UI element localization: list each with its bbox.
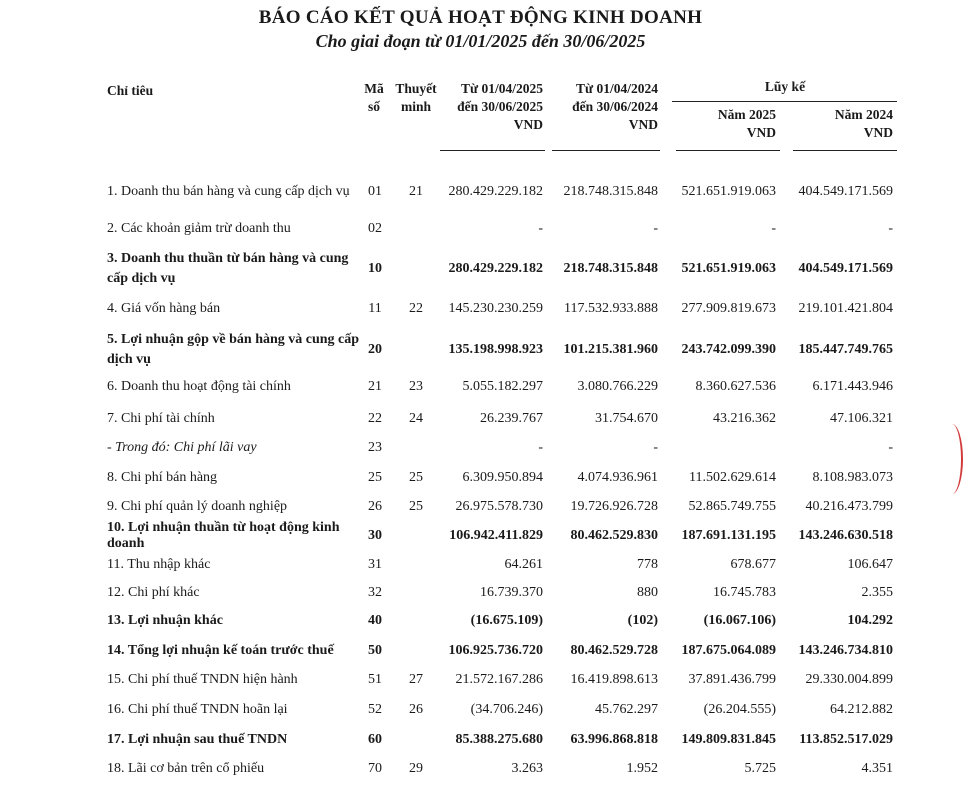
row-value-q2024: 45.762.297 xyxy=(595,702,658,717)
row-value-q2025: - xyxy=(538,221,543,236)
header-y2025-label: Năm 2025 xyxy=(717,107,776,122)
row-value-y2025: - xyxy=(771,221,776,236)
row-value-y2025: 187.675.064.089 xyxy=(681,643,776,658)
row-label: 11. Thu nhập khác xyxy=(107,557,211,572)
row-value-y2025: 5.725 xyxy=(744,761,776,776)
row-code: 25 xyxy=(368,470,382,485)
row-value-q2024: 880 xyxy=(637,585,658,600)
row-value-q2025: 6.309.950.894 xyxy=(462,470,543,485)
header-y2024-label: Năm 2024 xyxy=(834,107,893,122)
row-value-q2025: 3.263 xyxy=(511,761,543,776)
row-value-q2024: 117.532.933.888 xyxy=(564,301,658,316)
row-note: 25 xyxy=(409,470,423,485)
row-value-y2025: 43.216.362 xyxy=(713,411,776,426)
row-label: 13. Lợi nhuận khác xyxy=(107,613,223,628)
row-code: 02 xyxy=(368,221,382,236)
row-value-y2024: 104.292 xyxy=(847,613,893,628)
header-cumulative: Lũy kế xyxy=(764,79,806,94)
row-value-q2024: (102) xyxy=(627,613,658,628)
stamp-edge-mark xyxy=(941,424,963,494)
row-value-y2024: 6.171.443.946 xyxy=(812,379,893,394)
row-note: 23 xyxy=(409,379,423,394)
report-title: BÁO CÁO KẾT QUẢ HOẠT ĐỘNG KINH DOANH xyxy=(258,7,703,28)
row-label: 15. Chi phí thuế TNDN hiện hành xyxy=(107,672,298,687)
row-value-y2025: 521.651.919.063 xyxy=(681,184,776,199)
row-value-y2024: 64.212.882 xyxy=(830,702,893,717)
row-value-y2025: 52.865.749.755 xyxy=(688,499,776,514)
row-value-y2024: 4.351 xyxy=(861,761,893,776)
row-label: 12. Chi phí khác xyxy=(107,585,200,600)
row-value-q2024: 778 xyxy=(637,557,658,572)
row-value-y2024: 113.852.517.029 xyxy=(799,732,893,747)
row-value-q2025: 135.198.998.923 xyxy=(448,342,543,357)
row-code: 31 xyxy=(368,557,382,572)
row-note: 29 xyxy=(409,761,423,776)
header-q2024-unit: VND xyxy=(628,117,658,132)
row-value-y2024: 40.216.473.799 xyxy=(805,499,893,514)
row-value-q2024: 1.952 xyxy=(626,761,658,776)
row-value-y2024: 8.108.983.073 xyxy=(812,470,893,485)
row-value-q2024: 80.462.529.830 xyxy=(570,528,658,543)
header-y2025-underline xyxy=(676,150,780,151)
row-label: 16. Chi phí thuế TNDN hoãn lại xyxy=(107,702,288,717)
row-value-y2025: 149.809.831.845 xyxy=(681,732,776,747)
header-note-line1: Thuyết xyxy=(395,81,437,96)
row-code: 60 xyxy=(368,732,382,747)
row-value-y2025: 277.909.819.673 xyxy=(681,301,776,316)
row-code: 32 xyxy=(368,585,382,600)
row-value-q2025: 21.572.167.286 xyxy=(455,672,543,687)
header-q2024-underline xyxy=(552,150,660,151)
row-value-y2025: 243.742.099.390 xyxy=(681,342,776,357)
header-q2025-line2: đến 30/06/2025 xyxy=(457,99,543,114)
row-value-q2024: 4.074.936.961 xyxy=(577,470,658,485)
row-value-y2025: 8.360.627.536 xyxy=(695,379,776,394)
header-y2025 xyxy=(666,106,776,142)
header-q2025-line1: Từ 01/04/2025 xyxy=(461,81,543,96)
row-code: 51 xyxy=(368,672,382,687)
row-value-q2025: 145.230.230.259 xyxy=(448,301,543,316)
row-code: 20 xyxy=(368,342,382,357)
header-y2024 xyxy=(783,106,893,142)
row-value-y2025: 187.691.131.195 xyxy=(681,528,776,543)
row-note: 22 xyxy=(409,301,423,316)
row-code: 22 xyxy=(368,411,382,426)
row-value-y2025: 678.677 xyxy=(730,557,776,572)
header-indicator: Chỉ tiêu xyxy=(107,83,154,98)
row-value-y2024: 29.330.004.899 xyxy=(805,672,893,687)
row-note: 24 xyxy=(409,411,423,426)
row-value-q2024: 16.419.898.613 xyxy=(570,672,658,687)
row-value-y2024: 219.101.421.804 xyxy=(798,301,893,316)
header-q2024 xyxy=(538,80,658,134)
row-label: 3. Doanh thu thuần từ bán hàng và cung cấp dịch vụ xyxy=(107,251,349,286)
row-code: 30 xyxy=(368,528,382,543)
row-label: 4. Giá vốn hàng bán xyxy=(107,301,221,316)
row-label: 1. Doanh thu bán hàng và cung cấp dịch vụ xyxy=(107,184,350,199)
header-y2024-unit: VND xyxy=(863,125,893,140)
row-value-q2024: 31.754.670 xyxy=(595,411,658,426)
row-note: 25 xyxy=(409,499,423,514)
row-value-y2025: 11.502.629.614 xyxy=(689,470,776,485)
header-q2025-underline xyxy=(440,150,545,151)
row-code: 23 xyxy=(368,440,382,455)
row-label: 17. Lợi nhuận sau thuế TNDN xyxy=(107,732,288,747)
row-value-y2024: 143.246.630.518 xyxy=(798,528,893,543)
row-value-y2025: (16.067.106) xyxy=(703,613,776,628)
row-code: 52 xyxy=(368,702,382,717)
row-value-q2024: 101.215.381.960 xyxy=(563,342,658,357)
row-value-q2024: - xyxy=(653,221,658,236)
row-value-y2024: 143.246.734.810 xyxy=(798,643,893,658)
row-note: 26 xyxy=(409,702,423,717)
header-q2025-unit: VND xyxy=(513,117,543,132)
row-label: 5. Lợi nhuận gộp về bán hàng và cung cấp dịch vụ xyxy=(107,332,360,367)
row-code: 40 xyxy=(368,613,382,628)
row-code: 70 xyxy=(368,761,382,776)
row-value-q2025: 280.429.229.182 xyxy=(448,184,543,199)
row-value-q2024: - xyxy=(653,440,658,455)
report-subtitle: Cho giai đoạn từ 01/01/2025 đến 30/06/2025 xyxy=(315,31,646,51)
row-label: 14. Tổng lợi nhuận kế toán trước thuế xyxy=(107,643,334,658)
header-code xyxy=(358,80,390,116)
row-label: 18. Lãi cơ bản trên cổ phiếu xyxy=(107,761,265,776)
row-value-q2025: 26.975.578.730 xyxy=(455,499,543,514)
row-code: 21 xyxy=(368,379,382,394)
header-note-line2: minh xyxy=(400,99,431,114)
row-value-q2024: 19.726.926.728 xyxy=(570,499,658,514)
row-label: 8. Chi phí bán hàng xyxy=(107,470,218,485)
row-value-q2024: 80.462.529.728 xyxy=(570,643,658,658)
header-q2024-line1: Từ 01/04/2024 xyxy=(576,81,658,96)
row-code: 50 xyxy=(368,643,382,658)
row-note: 21 xyxy=(409,184,423,199)
row-value-q2024: 3.080.766.229 xyxy=(577,379,658,394)
row-value-y2025: 37.891.436.799 xyxy=(688,672,776,687)
row-value-q2025: 106.942.411.829 xyxy=(449,528,543,543)
header-q2025 xyxy=(423,80,543,134)
row-code: 11 xyxy=(368,301,382,316)
row-value-q2025: (34.706.246) xyxy=(470,702,543,717)
header-y2024-underline xyxy=(793,150,897,151)
row-value-q2024: 218.748.315.848 xyxy=(563,261,658,276)
row-label: - Trong đó: Chi phí lãi vay xyxy=(107,440,257,455)
header-q2024-line2: đến 30/06/2024 xyxy=(572,99,658,114)
header-code-line1: Mã xyxy=(364,81,384,96)
row-label: 10. Lợi nhuận thuần từ hoạt động kinh doanh xyxy=(107,520,340,551)
header-cumulative-underline xyxy=(672,101,897,102)
row-code: 26 xyxy=(368,499,382,514)
row-value-q2025: 5.055.182.297 xyxy=(462,379,543,394)
row-label: 2. Các khoản giảm trừ doanh thu xyxy=(107,221,291,236)
row-value-y2025: 16.745.783 xyxy=(713,585,776,600)
row-label: 7. Chi phí tài chính xyxy=(107,411,215,426)
row-label: 9. Chi phí quản lý doanh nghiệp xyxy=(107,499,288,514)
row-value-q2025: 26.239.767 xyxy=(480,411,543,426)
row-value-q2025: 16.739.370 xyxy=(480,585,543,600)
row-value-y2024: 404.549.171.569 xyxy=(798,184,893,199)
header-code-line2: số xyxy=(367,99,380,114)
row-value-y2025: (26.204.555) xyxy=(703,702,776,717)
row-value-q2024: 218.748.315.848 xyxy=(563,184,658,199)
row-value-y2024: 2.355 xyxy=(861,585,893,600)
row-value-q2025: 280.429.229.182 xyxy=(448,261,543,276)
row-value-q2025: - xyxy=(538,440,543,455)
row-value-q2025: (16.675.109) xyxy=(470,613,543,628)
row-value-q2024: 63.996.868.818 xyxy=(570,732,658,747)
row-code: 10 xyxy=(368,261,382,276)
row-value-y2024: 404.549.171.569 xyxy=(798,261,893,276)
row-value-y2024: 47.106.321 xyxy=(830,411,893,426)
row-value-y2024: 106.647 xyxy=(847,557,893,572)
header-y2025-unit: VND xyxy=(746,125,776,140)
row-value-q2025: 64.261 xyxy=(504,557,543,572)
row-value-q2025: 106.925.736.720 xyxy=(448,643,543,658)
row-code: 01 xyxy=(368,184,382,199)
row-label: 6. Doanh thu hoạt động tài chính xyxy=(107,379,291,394)
row-value-q2025: 85.388.275.680 xyxy=(455,732,543,747)
row-note: 27 xyxy=(409,672,423,687)
row-value-y2024: 185.447.749.765 xyxy=(798,342,893,357)
row-value-y2025: 521.651.919.063 xyxy=(681,261,776,276)
row-value-y2024: - xyxy=(888,221,893,236)
row-value-y2024: - xyxy=(888,440,893,455)
